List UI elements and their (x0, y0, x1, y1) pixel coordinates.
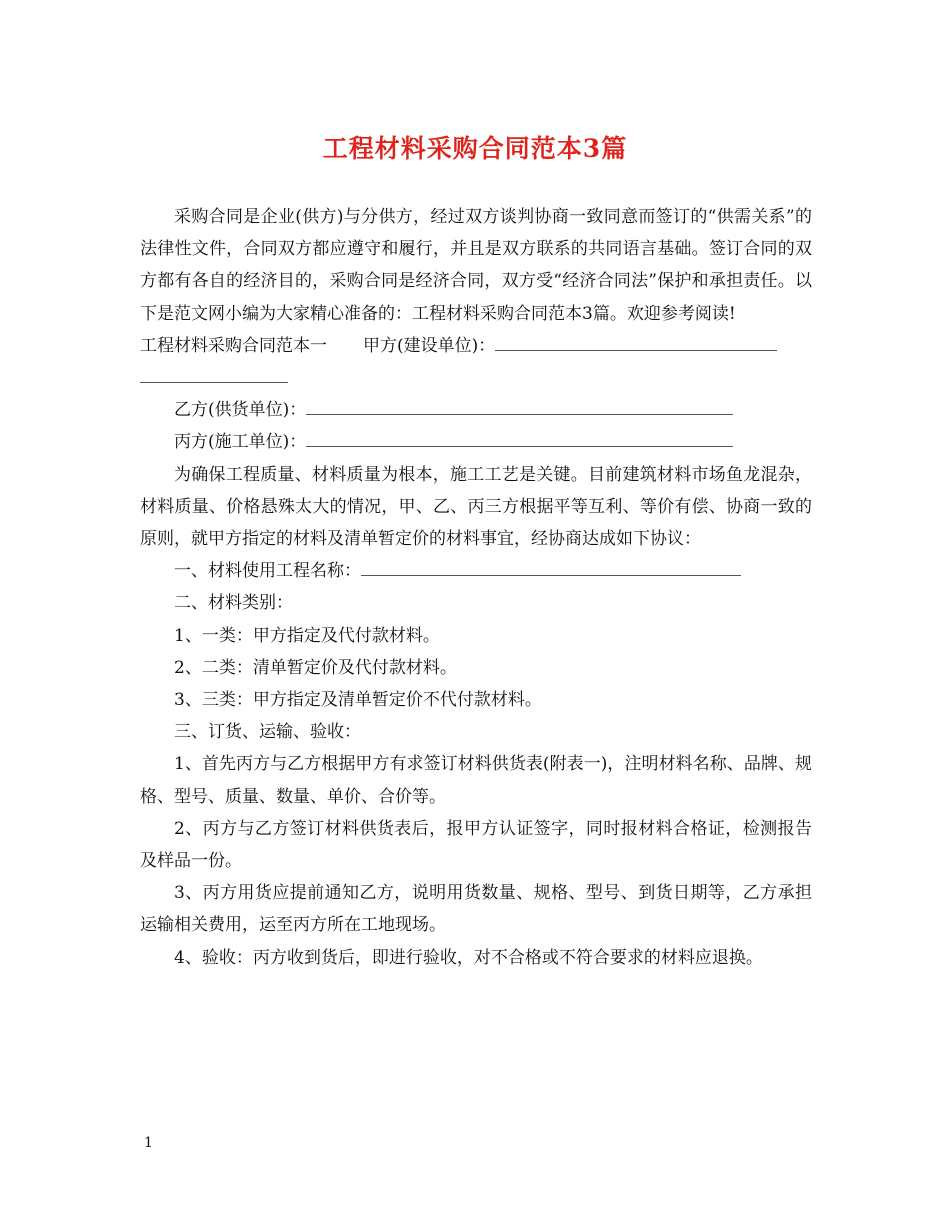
party-a-blank-continued-line (140, 362, 812, 394)
category-item-1: 1、一类：甲方指定及代付款材料。 (174, 625, 440, 646)
clause-1-label: 一、材料使用工程名称： (174, 561, 361, 582)
party-b-label: 乙方(供货单位)： (174, 400, 307, 421)
order-item-4: 4、验收：丙方收到货后，即进行验收，对不合格或不符合要求的材料应退换。 (174, 947, 763, 968)
party-a-blank (495, 331, 777, 351)
party-b-blank (306, 395, 733, 415)
preamble-paragraph: 为确保工程质量、材料质量为根本，施工工艺是关键。目前建筑材料市场鱼龙混杂，材料质量、价格悬殊太大的情况，甲、乙、丙三方根据平等互利、等价有偿、协商一致的原则，就甲方指定的材料及清单暂定价的材料事宜，经协商达成如下协议： (140, 464, 812, 549)
party-a-label: 甲方(建设单位)： (363, 335, 496, 356)
order-item-1: 1、首先丙方与乙方根据甲方有求签订材料供货表(附表一)，注明材料名称、品牌、规格、型号、质量、数量、单价、合价等。 (140, 754, 812, 807)
party-a-blank-continued (140, 363, 288, 383)
order-item-2: 2、丙方与乙方签订材料供货表后，报甲方认证签字，同时报材料合格证，检测报告及样品一份。 (140, 818, 812, 871)
document-body (140, 201, 812, 974)
category-item-2: 2、二类：清单暂定价及代付款材料。 (174, 657, 457, 678)
clause-3-heading: 三、订货、运输、验收： (174, 722, 361, 743)
party-c-label: 丙方(施工单位)： (174, 432, 307, 453)
page-number: 1 (144, 1135, 153, 1151)
document-title: 工程材料采购合同范本3篇 (322, 134, 628, 163)
clause-1-line (140, 555, 812, 587)
party-c-line (140, 426, 812, 458)
party-b-line (140, 394, 812, 426)
clause-2-heading: 二、材料类别： (174, 593, 293, 614)
intro-paragraph: 采购合同是企业(供方)与分供方，经过双方谈判协商一致同意而签订的“供需关系”的法律性文件，合同双方都应遵守和履行，并且是双方联系的共同语言基础。签订合同的双方都有各自的经济目的，采购合同是经济合同，双方受“经济合同法”保护和承担责任。以下是范文网小编为大家精心准备的：工程材料采购合同范本3篇。欢迎参考阅读! (140, 207, 812, 324)
party-c-blank (306, 427, 733, 447)
section-heading: 工程材料采购合同范本一 (140, 335, 327, 356)
project-name-blank (361, 556, 741, 576)
category-item-3: 3、三类：甲方指定及清单暂定价不代付款材料。 (174, 689, 542, 710)
party-a-line (140, 330, 812, 362)
order-item-3: 3、丙方用货应提前通知乙方，说明用货数量、规格、型号、到货日期等，乙方承担运输相关费用，运至丙方所在工地现场。 (140, 883, 812, 936)
